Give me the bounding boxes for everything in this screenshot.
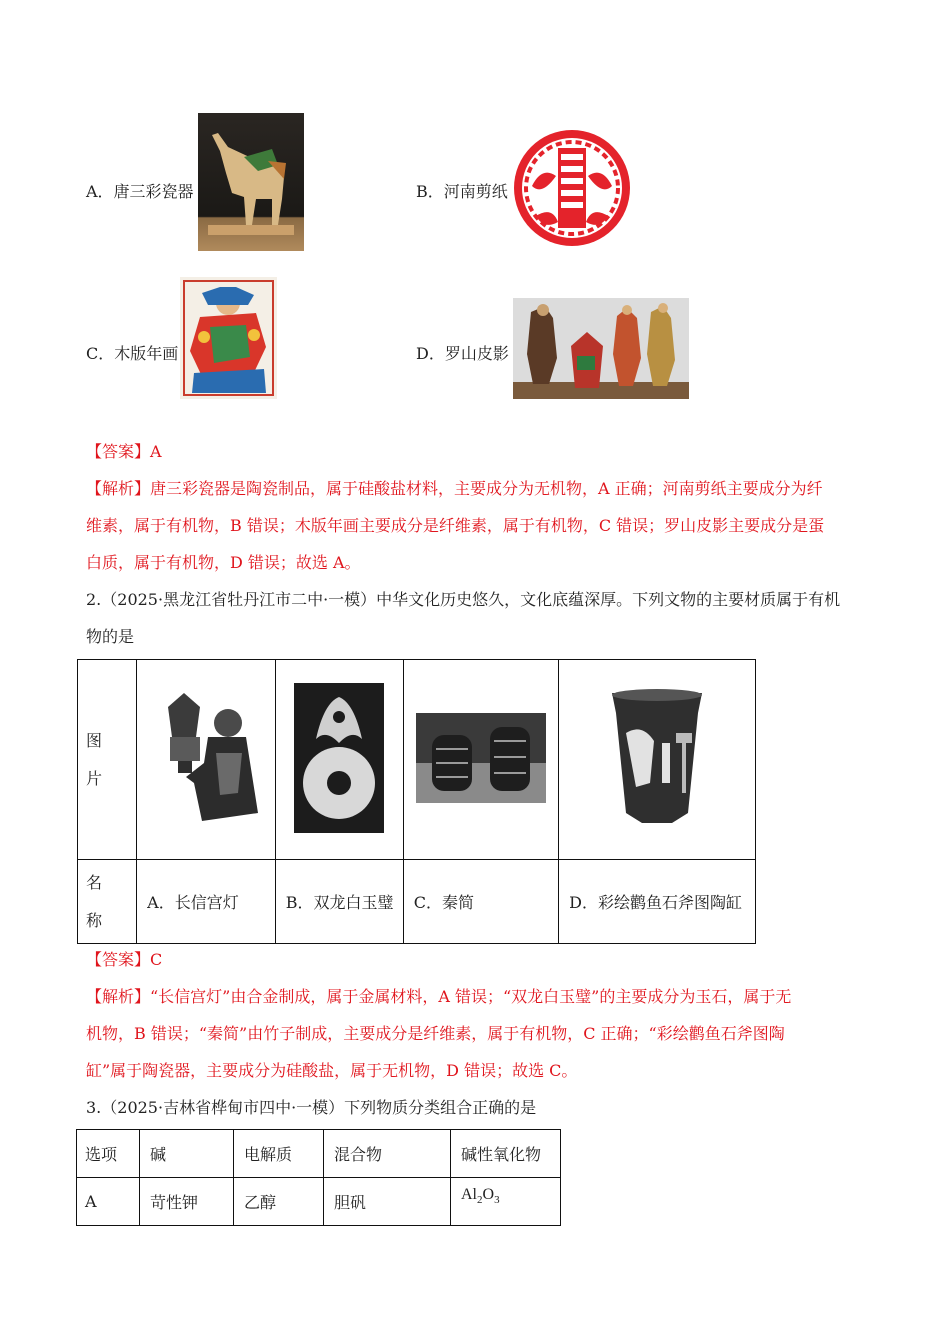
lamp-image-cell [137,660,276,860]
q2-name-d: D．彩绘鹳鱼石斧图陶缸 [559,860,756,944]
q2-name-row [78,860,756,944]
qin-bamboo-slips-image [416,713,546,803]
q1-analysis-line-3: 白质，属于有机物，D 错误；故选 A。 [86,553,361,572]
option-d-label: D．罗山皮影 [416,344,509,363]
paper-cut-image [512,126,632,250]
bamboo-slips-image-cell [403,660,558,860]
q3-stem: 3.（2025·吉林省桦甸市四中·一模）下列物质分类组合正确的是 [86,1098,537,1117]
q3-row-a-base: 苛性钾 [140,1178,234,1226]
q2-analysis-line-1: 【解析】“长信宫灯”由合金制成，属于金属材料，A 错误；“双龙白玉璧”的主要成分为玉石，属于无 [86,987,792,1006]
q3-row-a-option: A [77,1178,140,1226]
q2-name-header: 名 称 [78,860,137,944]
q2-table [77,659,756,944]
painted-pottery-jar-image [602,683,712,833]
q1-analysis-line-1: 【解析】唐三彩瓷器是陶瓷制品，属于硅酸盐材料，主要成分为无机物，A 正确；河南剪纸主要成分为纤 [86,479,823,498]
option-a-label: A．唐三彩瓷器 [86,182,194,201]
q3-header-base: 碱 [140,1130,234,1178]
changxin-palace-lamp-image [146,683,266,833]
shadow-puppets-image [513,298,689,399]
q3-header-mixture: 混合物 [324,1130,451,1178]
woodblock-print-image [180,277,277,399]
jade-bi-image-cell [275,660,403,860]
q2-name-b: B．双龙白玉璧 [275,860,403,944]
q2-analysis-line-3: 缸”属于陶瓷器，主要成分为硅酸盐，属于无机物，D 错误；故选 C。 [86,1061,578,1080]
q3-row-a [77,1178,561,1226]
q2-name-a: A．长信宫灯 [137,860,276,944]
option-c-label: C．木版年画 [86,344,179,363]
q3-header-option: 选项 [77,1130,140,1178]
option-b-label: B．河南剪纸 [416,182,508,201]
q3-header-basic-oxide: 碱性氧化物 [451,1130,561,1178]
q2-analysis-line-2: 机物，B 错误；“秦简”由竹子制成，主要成分是纤维素，属于有机物，C 正确；“彩绘鹳鱼石斧图陶 [86,1024,785,1043]
tang-sancai-horse-image [198,113,304,251]
q3-table [76,1129,561,1226]
q3-header-electrolyte: 电解质 [234,1130,324,1178]
q1-answer: 【答案】A [86,442,162,461]
q2-stem-line-1: 2.（2025·黑龙江省牡丹江市二中·一模）中华文化历史悠久，文化底蕴深厚。下列文物的主要材质属于有机 [86,590,841,609]
q2-name-c: C．秦简 [403,860,558,944]
q1-analysis-line-2: 维素，属于有机物，B 错误；木版年画主要成分是纤维素，属于有机物，C 错误；罗山皮影主要成分是蛋 [86,516,825,535]
q3-row-a-electrolyte: 乙醇 [234,1178,324,1226]
q2-answer: 【答案】C [86,950,163,969]
q3-header-row [77,1130,561,1178]
pottery-jar-image-cell [559,660,756,860]
q2-picture-header: 图 片 [78,660,137,860]
q3-row-a-mixture: 胆矾 [324,1178,451,1226]
q2-stem-line-2: 物的是 [86,627,135,646]
q2-picture-row [78,660,756,860]
q3-row-a-basic-oxide: $Al_2O_3$ [451,1178,561,1226]
double-dragon-jade-bi-image [294,683,384,833]
